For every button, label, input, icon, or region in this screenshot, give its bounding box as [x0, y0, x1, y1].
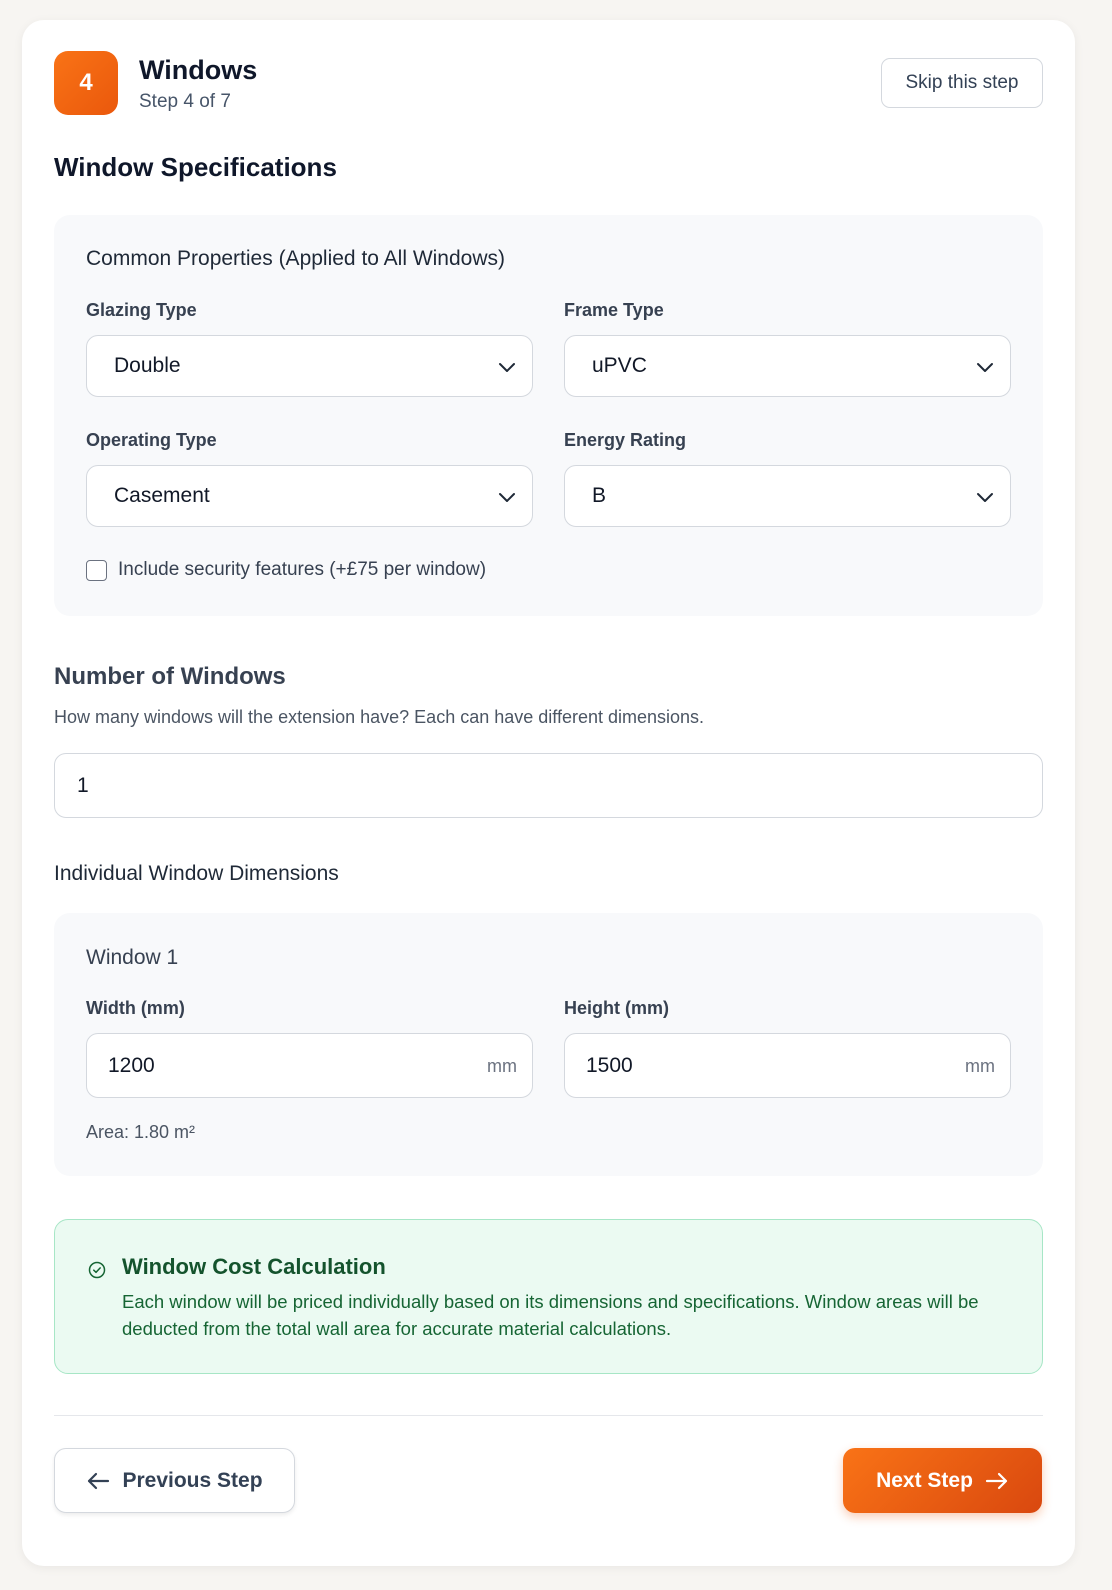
height-input[interactable] — [564, 1033, 1011, 1098]
chevron-down-icon — [974, 486, 996, 508]
chevron-down-icon — [496, 356, 518, 378]
previous-step-label: Previous Step — [122, 1468, 263, 1492]
width-value: 1200 — [108, 1054, 155, 1077]
width-unit: mm — [487, 1056, 517, 1076]
glazing-type-select[interactable] — [86, 335, 533, 397]
step-title: Windows — [139, 55, 258, 85]
section-title: Window Specifications — [54, 152, 337, 182]
arrow-left-icon — [86, 1472, 110, 1490]
window-area: Area: 1.80 m² — [86, 1122, 196, 1142]
security-features-label[interactable]: Include security features (+£75 per window) — [118, 559, 487, 580]
width-label: Width (mm) — [86, 998, 185, 1018]
info-text: Each window will be priced individually based on its dimensions and specifications. Window areas will be deducted from the total wall area for accurate material calculations. — [122, 1291, 979, 1339]
glazing-type-label: Glazing Type — [86, 300, 197, 320]
frame-type-select[interactable] — [564, 335, 1011, 397]
height-value: 1500 — [586, 1054, 633, 1077]
step-header — [54, 51, 1043, 115]
operating-type-value: Casement — [114, 484, 210, 507]
window-dimensions-title: Individual Window Dimensions — [54, 862, 339, 885]
frame-type-value: uPVC — [592, 354, 647, 377]
wizard-card — [22, 20, 1075, 1566]
energy-rating-label: Energy Rating — [564, 430, 687, 450]
window-count-title: Number of Windows — [54, 663, 286, 690]
height-label: Height (mm) — [564, 998, 669, 1018]
security-features-checkbox[interactable] — [86, 560, 107, 581]
chevron-down-icon — [974, 356, 996, 378]
step-progress: Step 4 of 7 — [139, 91, 231, 112]
common-properties-panel — [54, 215, 1043, 616]
operating-type-select[interactable] — [86, 465, 533, 527]
common-properties-heading: Common Properties (Applied to All Windows) — [86, 247, 505, 270]
previous-step-button[interactable] — [54, 1448, 295, 1513]
chevron-down-icon — [496, 486, 518, 508]
window-title: Window 1 — [86, 946, 179, 969]
arrow-right-icon — [985, 1472, 1009, 1490]
window-count-value: 1 — [77, 774, 89, 797]
skip-step-button[interactable]: Skip this step — [881, 58, 1043, 108]
check-circle-icon — [88, 1261, 106, 1279]
next-step-button[interactable] — [843, 1448, 1042, 1513]
frame-type-label: Frame Type — [564, 300, 664, 320]
operating-type-label: Operating Type — [86, 430, 217, 450]
glazing-type-value: Double — [114, 354, 181, 377]
energy-rating-select[interactable] — [564, 465, 1011, 527]
window-count-input[interactable] — [54, 753, 1043, 818]
next-step-label: Next Step — [876, 1468, 973, 1492]
cost-calculation-info — [54, 1219, 1043, 1374]
step-number-badge: 4 — [54, 51, 118, 115]
width-input[interactable] — [86, 1033, 533, 1098]
energy-rating-value: B — [592, 484, 607, 507]
footer-divider — [54, 1415, 1043, 1416]
info-title: Window Cost Calculation — [122, 1254, 386, 1279]
window-count-description: How many windows will the extension have? Each can have different dimensions. — [54, 707, 705, 727]
security-features-option — [86, 559, 486, 581]
height-unit: mm — [965, 1056, 995, 1076]
window-dimensions-panel — [54, 913, 1043, 1176]
